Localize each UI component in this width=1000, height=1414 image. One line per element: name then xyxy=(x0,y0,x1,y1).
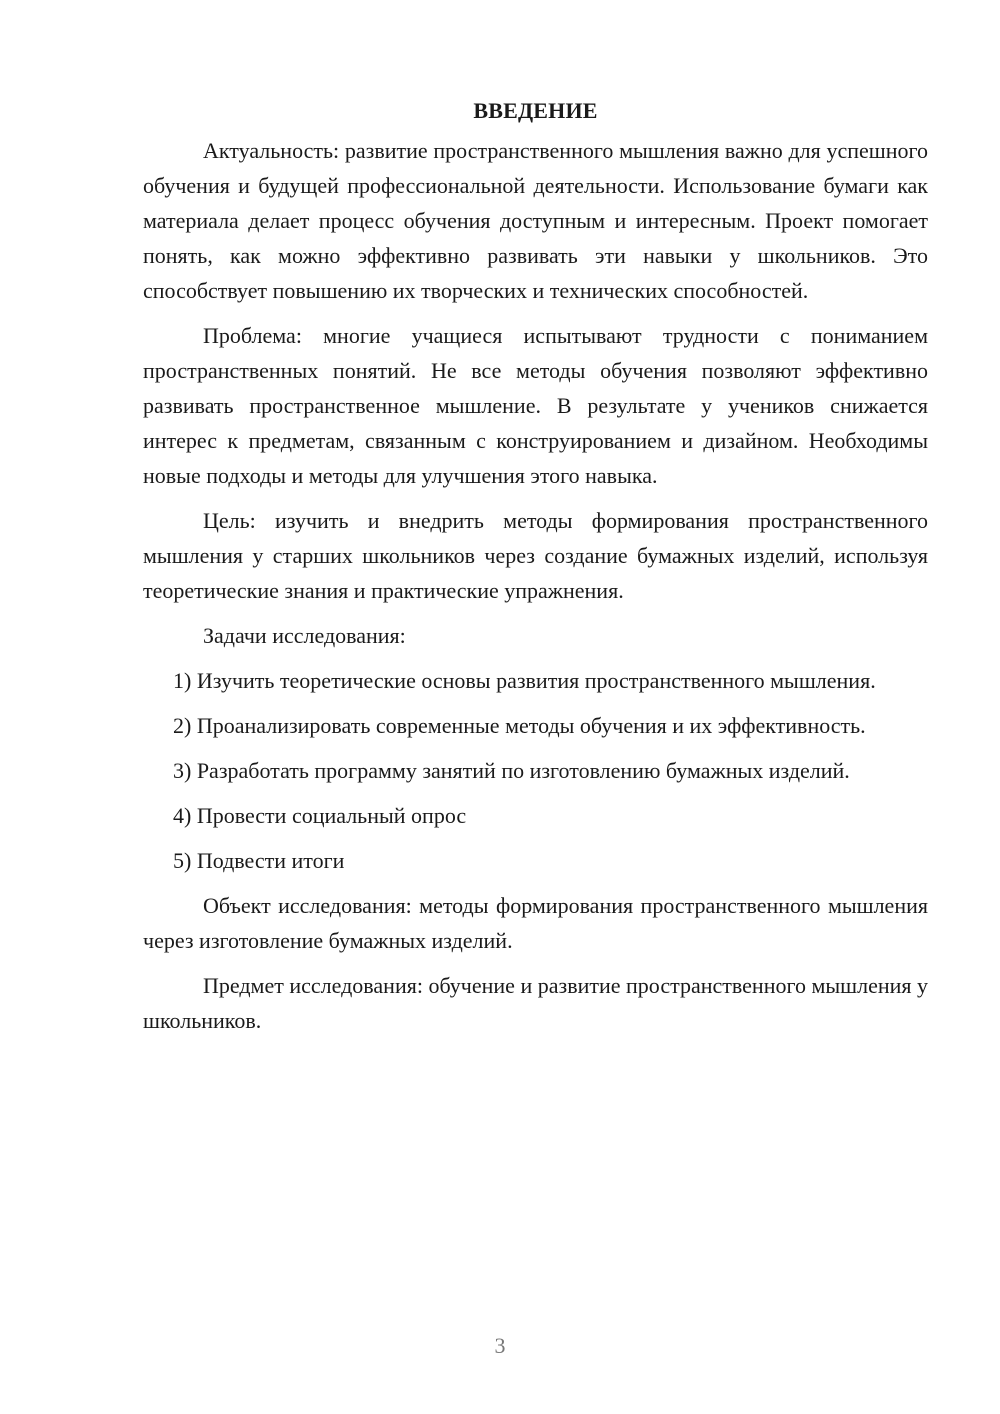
page-number: 3 xyxy=(494,1333,506,1358)
tasks-list xyxy=(143,663,928,878)
subject-paragraph: Предмет исследования: обучение и развитие пространственного мышления у школьников. xyxy=(143,973,928,1033)
tasks-title: Задачи исследования: xyxy=(203,623,406,648)
task-item: 1) Изучить теоретические основы развития пространственного мышления. xyxy=(173,668,876,693)
goal-paragraph: Цель: изучить и внедрить методы формирования пространственного мышления у старших школьников через создание бумажных изделий, используя теоретические знания и практические упражнения. xyxy=(143,508,928,603)
task-item: 5) Подвести итоги xyxy=(173,848,345,873)
task-item: 2) Проанализировать современные методы обучения и их эффективность. xyxy=(173,713,866,738)
problem-paragraph: Проблема: многие учащиеся испытывают трудности с пониманием пространственных понятий. Не все методы обучения позволяют эффективно развивать пространственное мышление. В результате у учеников снижается интерес к предметам, связанным с конструированием и дизайном. Необходимы новые подходы и методы для улучшения этого навыка. xyxy=(143,323,928,488)
task-item: 4) Провести социальный опрос xyxy=(173,803,467,828)
relevance-paragraph: Актуальность: развитие пространственного мышления важно для успешного обучения и будущей профессиональной деятельности. Использование бумаги как материала делает процесс обучения доступным и интересным. Проект помогает понять, как можно эффективно развивать эти навыки у школьников. Это способствует повышению их творческих и технических способностей. xyxy=(143,138,928,303)
object-paragraph: Объект исследования: методы формирования пространственного мышления через изготовление бумажных изделий. xyxy=(143,893,928,953)
section-heading: ВВЕДЕНИЕ xyxy=(473,98,598,123)
task-item: 3) Разработать программу занятий по изготовлению бумажных изделий. xyxy=(173,758,850,783)
page-content xyxy=(143,96,928,1048)
